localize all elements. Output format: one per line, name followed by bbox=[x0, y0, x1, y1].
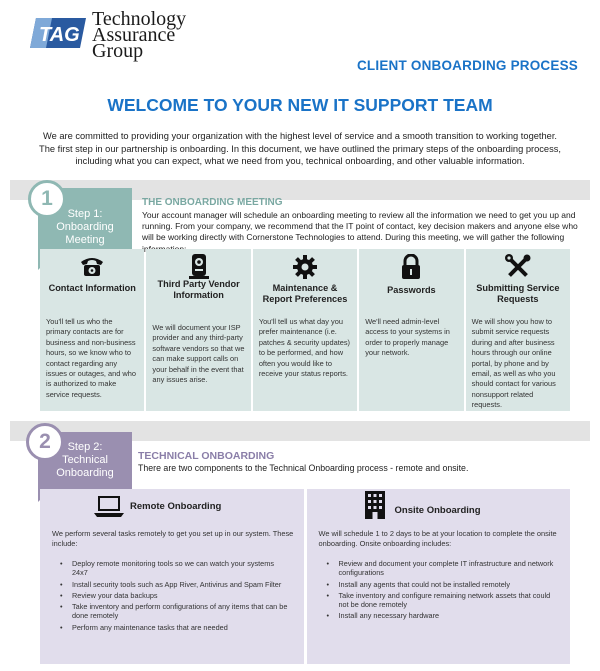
list-item: • Review and document your complete IT infrastructure and network configurations bbox=[327, 559, 559, 578]
step1-label-line1: Step 1: bbox=[67, 208, 103, 220]
onboarding-info-cards bbox=[40, 249, 570, 411]
logo-line-2: Assurance bbox=[92, 24, 176, 46]
card-maintenance-preferences bbox=[253, 249, 357, 411]
step2-label-line2: Technical bbox=[62, 454, 108, 466]
building-icon bbox=[363, 491, 387, 519]
card-title: Passwords bbox=[387, 285, 436, 295]
card-contact-information bbox=[40, 249, 144, 411]
step1-title: THE ONBOARDING MEETING bbox=[142, 197, 283, 208]
step2-description: There are two components to the Technical Onboarding process - remote and onsite. bbox=[138, 463, 469, 473]
card-passwords bbox=[359, 249, 463, 411]
card-text: We will document your ISP provider and any third-party software vendors so that we can make support calls on your behalf in the event that any issues arise. bbox=[152, 323, 245, 385]
list-item: • Deploy remote monitoring tools so we can watch your systems 24x7 bbox=[60, 559, 292, 578]
logo-line-1: Technology bbox=[92, 8, 187, 30]
list-item: • Take inventory and perform configurations of any items that can be done remotely bbox=[60, 602, 292, 621]
padlock-icon bbox=[359, 254, 463, 280]
step1-description: Your account manager will schedule an onboarding meeting to review all the information we need to get you up and running. From your company, we recommend that the IT point of contact, key decision makers and anyone else who will be working directly with Cornerstone Technologies to attend. During this meeting, we will gather the following bbox=[142, 210, 578, 243]
card-title: Submitting Service Requests bbox=[476, 283, 560, 304]
company-logo bbox=[30, 10, 230, 70]
gear-icon bbox=[253, 254, 357, 280]
vendor-icon bbox=[146, 254, 250, 280]
list-item: • Perform any maintenance tasks that are needed bbox=[60, 623, 292, 632]
card-text: We'll need admin-level access to your systems in order to properly manage your network. bbox=[365, 317, 450, 358]
card-text: You'll tell us what day you prefer maintenance (i.e. patches & security updates) to be performed, and how often you would like to receive your status reports. bbox=[258, 317, 351, 379]
intro-paragraph: We are committed to providing your organization with the highest level of service and a smooth transition to working together. The first step in our partnership is onboarding. In this document, we have outlined the primary steps of the onboarding process, including what you can expect, what we need from you, technical onboarding, and other valuable information. bbox=[39, 131, 561, 166]
onsite-onboarding-text: We will schedule 1 to 2 days to be at your location to complete the onsite onboarding. Onsite onboarding includes: bbox=[318, 529, 557, 548]
telephone-icon bbox=[40, 254, 144, 280]
remote-onboarding-list bbox=[60, 559, 292, 634]
card-title: Third Party Vendor Information bbox=[157, 279, 240, 300]
technical-onboarding-panels bbox=[40, 489, 570, 664]
step1-label-line2: Onboarding bbox=[56, 221, 114, 233]
tools-icon bbox=[466, 254, 570, 280]
onsite-onboarding-list bbox=[327, 559, 559, 623]
remote-onboarding-title: Remote Onboarding bbox=[130, 501, 222, 512]
tag-logo-icon bbox=[30, 14, 86, 52]
list-item: • Install any necessary hardware bbox=[327, 611, 559, 620]
card-third-party-vendor bbox=[146, 249, 250, 411]
list-item: • Install security tools such as App River, Antivirus and Spam Filter bbox=[60, 580, 292, 589]
step1-number: 1 bbox=[28, 180, 66, 218]
card-title: Contact Information bbox=[48, 283, 136, 293]
step2-label-line3: Onboarding bbox=[56, 467, 114, 479]
laptop-icon bbox=[94, 495, 124, 519]
step1-label-line3: Meeting bbox=[65, 234, 105, 246]
list-item: • Review your data backups bbox=[60, 591, 292, 600]
step2-title: TECHNICAL ONBOARDING bbox=[138, 450, 275, 462]
onsite-onboarding-title: Onsite Onboarding bbox=[394, 505, 481, 516]
card-text: We will show you how to submit service requests during and after business hours through our online portal, by phone and by email, as well as who you should contact for various nonsupport related requests. bbox=[471, 317, 556, 410]
card-title: Maintenance & Report Preferences bbox=[262, 283, 348, 304]
list-item: • Take inventory and configure remaining network assets that could not be done remotely bbox=[327, 591, 559, 610]
logo-line-3: Group bbox=[92, 40, 144, 62]
card-text: You'll tell us who the primary contacts are for business and non-business hours, so we know who to contact regarding any issues or outages, and who is authorized to make service requests. bbox=[46, 317, 136, 399]
onsite-onboarding-panel bbox=[307, 489, 571, 664]
card-submitting-requests bbox=[466, 249, 570, 411]
svg-text:TAG: TAG bbox=[39, 24, 80, 46]
step2-number: 2 bbox=[26, 423, 64, 461]
remote-onboarding-panel bbox=[40, 489, 304, 664]
document-title: CLIENT ONBOARDING PROCESS bbox=[356, 58, 578, 73]
step2-label-line1: Step 2: bbox=[67, 441, 103, 453]
logo-wordmark bbox=[92, 8, 187, 62]
remote-onboarding-text: We perform several tasks remotely to get you set up in our system. These include: bbox=[52, 529, 294, 548]
list-item: • Install any agents that could not be installed remotely bbox=[327, 580, 559, 589]
welcome-heading: WELCOME TO YOUR NEW IT SUPPORT TEAM bbox=[107, 95, 493, 115]
